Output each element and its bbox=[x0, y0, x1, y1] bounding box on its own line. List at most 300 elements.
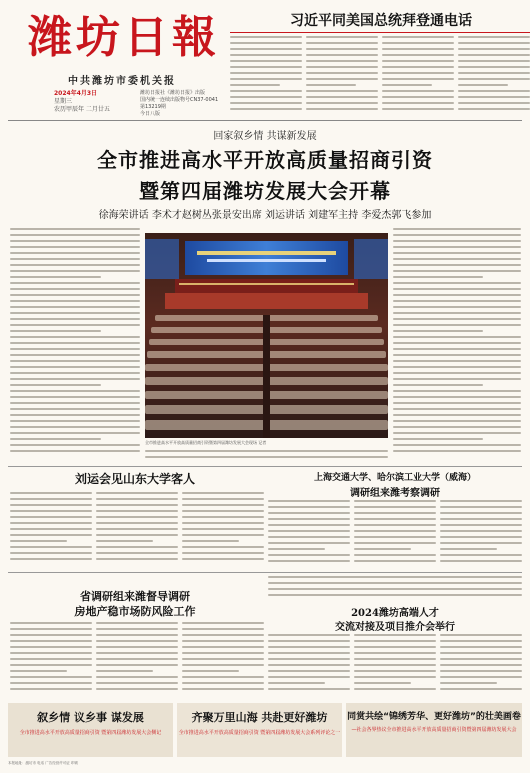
text-line bbox=[458, 42, 530, 44]
text-line bbox=[440, 506, 522, 508]
text-line bbox=[96, 622, 178, 624]
text-line bbox=[10, 312, 140, 314]
text-line bbox=[10, 366, 140, 368]
text-line bbox=[10, 300, 140, 302]
text-line bbox=[182, 516, 264, 518]
text-line bbox=[382, 60, 454, 62]
text-line bbox=[393, 438, 483, 440]
text-line bbox=[393, 348, 521, 350]
text-line bbox=[354, 530, 436, 532]
text-line bbox=[393, 354, 521, 356]
text-line bbox=[96, 546, 178, 548]
main-story-column-right bbox=[393, 228, 521, 460]
text-line bbox=[10, 408, 140, 410]
text-line bbox=[393, 264, 521, 266]
text-line bbox=[96, 504, 178, 506]
text-line bbox=[382, 90, 454, 92]
text-line bbox=[393, 306, 521, 308]
text-line bbox=[458, 96, 530, 98]
text-line bbox=[306, 42, 378, 44]
text-line bbox=[440, 682, 497, 684]
text-line bbox=[182, 558, 264, 560]
text-line bbox=[10, 516, 92, 518]
text-line bbox=[268, 506, 350, 508]
text-line bbox=[382, 66, 454, 68]
text-line bbox=[10, 330, 101, 332]
text-line bbox=[10, 498, 92, 500]
text-line bbox=[10, 628, 92, 630]
main-story-column-left bbox=[10, 228, 140, 460]
text-line bbox=[10, 270, 140, 272]
text-line bbox=[10, 658, 92, 660]
text-line bbox=[10, 276, 101, 278]
text-line bbox=[96, 510, 178, 512]
text-line bbox=[440, 658, 522, 660]
text-line bbox=[10, 378, 140, 380]
text-line bbox=[440, 548, 497, 550]
text-line bbox=[393, 342, 521, 344]
text-line bbox=[268, 688, 350, 690]
text-line bbox=[393, 414, 521, 416]
issue-line: 第13219期 bbox=[140, 104, 166, 110]
text-line bbox=[10, 318, 140, 320]
photo-caption: 全市推进高水平开放高质量招商引资暨第四届潍坊发展大会现场 记者 bbox=[145, 440, 267, 445]
text-line bbox=[10, 294, 140, 296]
text-line bbox=[393, 390, 521, 392]
talent-column bbox=[440, 634, 522, 698]
text-line bbox=[10, 670, 67, 672]
text-line bbox=[96, 492, 178, 494]
text-line bbox=[10, 252, 140, 254]
main-story-title-line1: 全市推进高水平开放高质量招商引资 bbox=[97, 148, 433, 172]
text-line bbox=[182, 504, 264, 506]
top-story-column bbox=[306, 36, 378, 116]
shanghai-column bbox=[440, 500, 522, 568]
text-line bbox=[182, 498, 264, 500]
text-line bbox=[393, 276, 483, 278]
text-line bbox=[440, 646, 522, 648]
text-line bbox=[268, 652, 350, 654]
text-line bbox=[268, 500, 350, 502]
top-story-body bbox=[230, 36, 530, 116]
banner-subtitle: 全市推进高水平开放高质量招商引资 暨第四届潍坊发展大会系列评论之一 bbox=[178, 730, 341, 736]
issue-line: 国内统一连续出版物号CN37-0041 bbox=[140, 97, 219, 103]
text-line bbox=[354, 670, 436, 672]
text-line bbox=[145, 450, 388, 452]
text-line bbox=[393, 324, 521, 326]
text-line bbox=[354, 688, 436, 690]
text-line bbox=[10, 396, 140, 398]
text-line bbox=[440, 512, 522, 514]
text-line bbox=[96, 540, 153, 542]
issue-info bbox=[140, 90, 224, 118]
text-line bbox=[268, 634, 350, 636]
text-line bbox=[10, 622, 92, 624]
text-line bbox=[440, 676, 522, 678]
text-line bbox=[306, 96, 378, 98]
text-line bbox=[10, 546, 92, 548]
text-line bbox=[306, 102, 378, 104]
text-line bbox=[382, 54, 454, 56]
text-line bbox=[382, 72, 454, 74]
text-line bbox=[10, 450, 140, 452]
text-line bbox=[393, 396, 521, 398]
province-column bbox=[96, 622, 178, 698]
issue-weekday: 星期三 bbox=[54, 98, 73, 105]
text-line bbox=[458, 60, 530, 62]
top-story-rule bbox=[230, 32, 530, 33]
text-line bbox=[10, 288, 140, 290]
text-line bbox=[354, 652, 436, 654]
text-line bbox=[458, 108, 530, 110]
text-line bbox=[354, 542, 436, 544]
text-line bbox=[393, 240, 521, 242]
main-story-speakers: 徐海荣讲话 李术才赵树丛张景安出席 刘运讲话 刘建军主持 李爱杰郭飞参加 bbox=[98, 210, 432, 221]
text-line bbox=[230, 42, 302, 44]
text-line bbox=[182, 682, 264, 684]
text-line bbox=[10, 420, 140, 422]
text-line bbox=[10, 492, 92, 494]
text-line bbox=[182, 670, 239, 672]
text-line bbox=[182, 552, 264, 554]
liu-yun-column bbox=[10, 492, 92, 568]
text-line bbox=[96, 534, 178, 536]
text-line bbox=[306, 72, 378, 74]
text-line bbox=[306, 48, 378, 50]
text-line bbox=[382, 48, 454, 50]
text-line bbox=[230, 108, 302, 110]
text-line bbox=[268, 594, 522, 596]
text-line bbox=[182, 546, 264, 548]
text-line bbox=[268, 582, 522, 584]
text-line bbox=[354, 560, 436, 562]
text-line bbox=[96, 558, 178, 560]
text-line bbox=[393, 432, 521, 434]
text-line bbox=[393, 270, 521, 272]
text-line bbox=[96, 528, 178, 530]
feature-banner-2[interactable] bbox=[177, 703, 342, 757]
text-line bbox=[306, 90, 378, 92]
liu-yun-column bbox=[96, 492, 178, 568]
text-line bbox=[96, 628, 178, 630]
text-line bbox=[10, 246, 140, 248]
shanghai-column-continued bbox=[268, 576, 522, 602]
text-line bbox=[10, 354, 140, 356]
text-line bbox=[182, 528, 264, 530]
text-line bbox=[382, 108, 454, 110]
text-line bbox=[268, 524, 350, 526]
text-line bbox=[10, 324, 140, 326]
feature-banner-3[interactable] bbox=[346, 703, 522, 757]
text-line bbox=[393, 246, 521, 248]
text-line bbox=[268, 676, 350, 678]
text-line bbox=[268, 548, 325, 550]
text-line bbox=[96, 498, 178, 500]
province-column bbox=[182, 622, 264, 698]
text-line bbox=[268, 646, 350, 648]
text-line bbox=[354, 682, 411, 684]
text-line bbox=[10, 640, 92, 642]
text-line bbox=[354, 634, 436, 636]
text-line bbox=[354, 664, 436, 666]
text-line bbox=[182, 510, 264, 512]
text-line bbox=[96, 640, 178, 642]
text-line bbox=[382, 78, 454, 80]
province-headline-line1: 省调研组来潍督导调研 bbox=[80, 590, 190, 603]
text-line bbox=[393, 234, 521, 236]
text-line bbox=[10, 652, 92, 654]
text-line bbox=[268, 536, 350, 538]
talent-column bbox=[268, 634, 350, 698]
text-line bbox=[10, 384, 101, 386]
text-line bbox=[382, 36, 454, 38]
text-line bbox=[306, 60, 378, 62]
text-line bbox=[393, 372, 521, 374]
text-line bbox=[393, 282, 521, 284]
text-line bbox=[182, 492, 264, 494]
top-story-column bbox=[458, 36, 530, 116]
liu-yun-column bbox=[182, 492, 264, 568]
text-line bbox=[230, 36, 302, 38]
text-line bbox=[393, 366, 521, 368]
text-line bbox=[10, 402, 140, 404]
text-line bbox=[393, 312, 521, 314]
text-line bbox=[182, 664, 264, 666]
talent-headline-line1: 2024潍坊高端人才 bbox=[351, 608, 439, 619]
text-line bbox=[393, 258, 521, 260]
text-line bbox=[458, 54, 530, 56]
text-line bbox=[393, 444, 521, 446]
masthead-subtitle: 中共潍坊市委机关报 bbox=[68, 76, 176, 87]
banner-title: 同赏共绘“锦绣芳华、更好潍坊”的壮美画卷 bbox=[347, 712, 521, 722]
text-line bbox=[10, 306, 140, 308]
text-line bbox=[96, 688, 178, 690]
text-line bbox=[182, 658, 264, 660]
text-line bbox=[182, 676, 264, 678]
liu-yun-headline: 刘运会见山东大学客人 bbox=[74, 472, 195, 486]
top-story-column bbox=[230, 36, 302, 116]
text-line bbox=[10, 360, 140, 362]
text-line bbox=[10, 228, 140, 230]
text-line bbox=[10, 534, 92, 536]
text-line bbox=[10, 240, 140, 242]
banner-title: 叙乡情 议乡事 谋发展 bbox=[37, 711, 144, 724]
text-line bbox=[382, 96, 454, 98]
text-line bbox=[306, 78, 378, 80]
top-story-headline: 习近平同美国总统拜登通电话 bbox=[290, 13, 472, 29]
text-line bbox=[354, 640, 436, 642]
province-column bbox=[10, 622, 92, 698]
text-line bbox=[440, 530, 522, 532]
shanghai-column bbox=[268, 500, 350, 568]
text-line bbox=[354, 676, 436, 678]
text-line bbox=[458, 78, 530, 80]
text-line bbox=[96, 664, 178, 666]
text-line bbox=[306, 36, 378, 38]
shanghai-headline-line2: 调研组来潍考察调研 bbox=[350, 488, 440, 499]
text-line bbox=[96, 676, 178, 678]
main-story-continuation bbox=[145, 450, 388, 462]
text-line bbox=[230, 90, 302, 92]
issue-date: 2024年4月3日 bbox=[54, 90, 98, 97]
text-line bbox=[10, 688, 92, 690]
text-line bbox=[268, 576, 522, 578]
text-line bbox=[354, 524, 436, 526]
text-line bbox=[182, 688, 264, 690]
shanghai-column bbox=[354, 500, 436, 568]
text-line bbox=[10, 510, 92, 512]
text-line bbox=[440, 634, 522, 636]
text-line bbox=[354, 646, 436, 648]
text-line bbox=[393, 252, 521, 254]
text-line bbox=[10, 336, 140, 338]
banner-subtitle: 全市推进高水平开放高质量招商引资 暨第四届潍坊发展大会侧记 bbox=[19, 730, 162, 736]
text-line bbox=[393, 318, 521, 320]
text-line bbox=[306, 108, 378, 110]
text-line bbox=[10, 646, 92, 648]
text-line bbox=[458, 72, 530, 74]
main-story-kicker: 回家叙乡情 共谋新发展 bbox=[213, 131, 317, 142]
text-line bbox=[230, 84, 280, 86]
text-line bbox=[10, 426, 140, 428]
text-line bbox=[354, 506, 436, 508]
text-line bbox=[354, 548, 411, 550]
text-line bbox=[10, 664, 92, 666]
banner-subtitle: —社会各界热议全市推进高水平开放高质量招商引资暨第四届潍坊发展大会 bbox=[351, 727, 517, 733]
text-line bbox=[10, 522, 92, 524]
text-line bbox=[440, 536, 522, 538]
text-line bbox=[393, 288, 521, 290]
text-line bbox=[268, 658, 350, 660]
text-line bbox=[458, 84, 508, 86]
text-line bbox=[10, 372, 140, 374]
main-story-title-line2: 暨第四届潍坊发展大会开幕 bbox=[139, 179, 391, 203]
text-line bbox=[268, 530, 350, 532]
text-line bbox=[268, 664, 350, 666]
text-line bbox=[354, 658, 436, 660]
text-line bbox=[458, 90, 530, 92]
text-line bbox=[96, 652, 178, 654]
feature-banner-1[interactable] bbox=[8, 703, 173, 757]
section-divider bbox=[8, 120, 522, 121]
text-line bbox=[268, 682, 325, 684]
text-line bbox=[440, 542, 522, 544]
shanghai-headline-line1: 上海交通大学、哈尔滨工业大学（威海） bbox=[313, 473, 476, 483]
text-line bbox=[10, 282, 140, 284]
text-line bbox=[182, 634, 264, 636]
text-line bbox=[10, 234, 140, 236]
text-line bbox=[10, 552, 92, 554]
text-line bbox=[182, 646, 264, 648]
text-line bbox=[10, 258, 140, 260]
talent-column bbox=[354, 634, 436, 698]
text-line bbox=[230, 54, 302, 56]
text-line bbox=[96, 522, 178, 524]
text-line bbox=[393, 294, 521, 296]
text-line bbox=[182, 534, 264, 536]
text-line bbox=[96, 634, 178, 636]
top-story-column bbox=[382, 36, 454, 116]
text-line bbox=[440, 670, 522, 672]
text-line bbox=[393, 420, 521, 422]
text-line bbox=[382, 42, 454, 44]
text-line bbox=[354, 536, 436, 538]
text-line bbox=[10, 348, 140, 350]
text-line bbox=[10, 342, 140, 344]
text-line bbox=[182, 622, 264, 624]
text-line bbox=[440, 500, 522, 502]
text-line bbox=[230, 78, 302, 80]
talent-headline-line2: 交流对接及项目推介会举行 bbox=[335, 622, 455, 633]
masthead bbox=[8, 6, 522, 118]
text-line bbox=[440, 688, 522, 690]
text-line bbox=[145, 456, 388, 458]
text-line bbox=[393, 330, 483, 332]
text-line bbox=[393, 378, 521, 380]
text-line bbox=[393, 408, 521, 410]
text-line bbox=[268, 670, 350, 672]
newspaper-logo: 潍坊日報 bbox=[28, 12, 220, 63]
text-line bbox=[393, 228, 521, 230]
issue-line: 今日八版 bbox=[140, 111, 161, 117]
text-line bbox=[268, 560, 350, 562]
text-line bbox=[10, 414, 140, 416]
text-line bbox=[96, 670, 153, 672]
text-line bbox=[268, 640, 350, 642]
text-line bbox=[10, 264, 140, 266]
text-line bbox=[458, 48, 530, 50]
text-line bbox=[354, 518, 436, 520]
text-line bbox=[10, 432, 140, 434]
section-divider bbox=[8, 572, 522, 573]
text-line bbox=[96, 646, 178, 648]
text-line bbox=[230, 72, 302, 74]
text-line bbox=[354, 554, 436, 556]
text-line bbox=[440, 518, 522, 520]
text-line bbox=[182, 522, 264, 524]
issue-lunar: 农历甲辰年 二月廿五 bbox=[54, 106, 110, 113]
text-line bbox=[182, 640, 264, 642]
text-line bbox=[96, 552, 178, 554]
text-line bbox=[10, 558, 92, 560]
date-block bbox=[54, 90, 134, 114]
text-line bbox=[230, 48, 302, 50]
text-line bbox=[393, 450, 521, 452]
text-line bbox=[440, 524, 522, 526]
text-line bbox=[230, 96, 302, 98]
section-divider bbox=[8, 466, 522, 467]
text-line bbox=[182, 652, 264, 654]
text-line bbox=[382, 102, 454, 104]
text-line bbox=[306, 66, 378, 68]
province-headline-line2: 房地产稳市场防风险工作 bbox=[74, 605, 196, 618]
text-line bbox=[458, 36, 530, 38]
text-line bbox=[393, 402, 521, 404]
text-line bbox=[382, 84, 432, 86]
text-line bbox=[393, 300, 521, 302]
text-line bbox=[10, 676, 92, 678]
issue-line: 潍坊日报社《潍坊日报》出版 bbox=[140, 90, 206, 96]
text-line bbox=[306, 84, 356, 86]
conference-hall-illustration bbox=[145, 233, 388, 438]
text-line bbox=[440, 640, 522, 642]
text-line bbox=[10, 540, 67, 542]
text-line bbox=[10, 444, 140, 446]
text-line bbox=[182, 628, 264, 630]
text-line bbox=[182, 540, 239, 542]
text-line bbox=[393, 384, 483, 386]
text-line bbox=[10, 438, 101, 440]
